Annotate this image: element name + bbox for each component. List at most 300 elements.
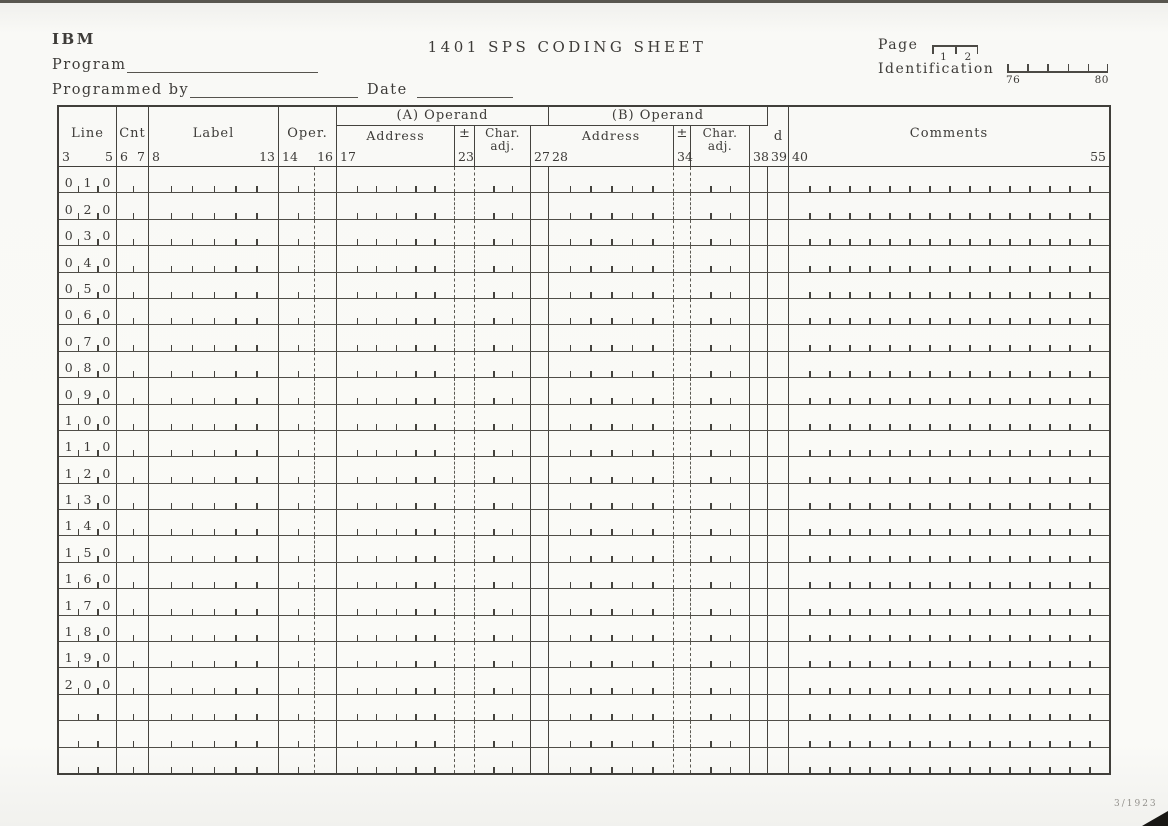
char-position-tick [97, 503, 99, 509]
a-char-adj-cell [475, 748, 531, 773]
char-position-tick [611, 529, 613, 535]
char-position-tick [869, 661, 871, 667]
char-position-tick [214, 503, 216, 509]
char-position-tick [652, 345, 654, 351]
char-position-tick [192, 213, 194, 219]
char-position-tick [1069, 714, 1071, 720]
char-position-tick [570, 582, 572, 588]
count-cell [117, 299, 149, 324]
b-char-adj-cell [691, 748, 750, 773]
char-position-tick [730, 741, 732, 747]
a-char-adj-cell [475, 510, 531, 535]
a-char-adj-cell [475, 721, 531, 746]
char-position-tick [1009, 714, 1011, 720]
b-sign-cell [674, 563, 691, 588]
rule-tick [1027, 64, 1029, 71]
char-position-tick [989, 318, 991, 324]
char-position-tick [949, 503, 951, 509]
char-position-tick [357, 609, 359, 615]
char-position-tick [829, 582, 831, 588]
char-position-tick [869, 635, 871, 641]
char-position-tick [590, 292, 592, 298]
char-position-tick [1069, 477, 1071, 483]
char-position-tick [889, 318, 891, 324]
char-position-tick [949, 345, 951, 351]
a-col27-cell [531, 695, 549, 720]
char-position-tick [1029, 609, 1031, 615]
char-position-tick [730, 714, 732, 720]
char-position-tick [256, 714, 258, 720]
label-cell [149, 273, 279, 298]
char-position-tick [415, 292, 417, 298]
char-position-tick [909, 318, 911, 324]
line-number-digit: 0 [64, 360, 73, 376]
char-position-tick [570, 318, 572, 324]
char-position-tick [171, 688, 173, 694]
char-position-tick [909, 239, 911, 245]
operation-cell [279, 510, 337, 535]
a-sign-cell [455, 536, 475, 561]
char-position-tick [590, 609, 592, 615]
char-position-tick [570, 688, 572, 694]
char-position-tick [710, 477, 712, 483]
char-position-tick [632, 292, 634, 298]
char-position-tick [710, 688, 712, 694]
char-position-tick [849, 503, 851, 509]
char-position-tick [809, 661, 811, 667]
col-number: 38 [753, 149, 769, 164]
char-position-tick [97, 424, 99, 430]
col-number: 34 [677, 149, 693, 164]
col-number: 27 [534, 149, 550, 164]
char-position-tick [849, 688, 851, 694]
char-position-tick [78, 398, 80, 404]
char-position-tick [133, 582, 135, 588]
line-number-digit: 0 [102, 360, 111, 376]
char-position-tick [171, 556, 173, 562]
char-position-tick [949, 688, 951, 694]
char-position-tick [171, 503, 173, 509]
char-position-tick [298, 714, 300, 720]
char-position-tick [1089, 688, 1091, 694]
b-char-adj-cell [691, 510, 750, 535]
char-position-tick [1089, 556, 1091, 562]
char-position-tick [730, 186, 732, 192]
b-char-adj-cell [691, 484, 750, 509]
label-cell [149, 325, 279, 350]
line-number-digit: 1 [64, 650, 73, 666]
char-position-tick [1029, 266, 1031, 272]
char-position-tick [357, 424, 359, 430]
identification-col-number: 76 [1006, 74, 1021, 86]
dashed-divider [314, 668, 315, 693]
char-position-tick [1089, 371, 1091, 377]
char-position-tick [730, 767, 732, 773]
char-position-tick [570, 371, 572, 377]
line-cell [59, 167, 117, 192]
char-position-tick [357, 714, 359, 720]
comments-cell [789, 642, 1109, 667]
char-position-tick [869, 609, 871, 615]
char-position-tick [235, 345, 237, 351]
char-position-tick [710, 186, 712, 192]
char-position-tick [989, 186, 991, 192]
col-number: 13 [259, 149, 275, 164]
char-position-tick [590, 239, 592, 245]
char-position-tick [1009, 398, 1011, 404]
char-position-tick [969, 186, 971, 192]
char-position-tick [357, 186, 359, 192]
char-position-tick [869, 582, 871, 588]
col-number: 14 [282, 149, 298, 164]
char-position-tick [256, 450, 258, 456]
char-position-tick [889, 477, 891, 483]
line-number-digit: 6 [83, 307, 92, 323]
a-sign-cell [455, 563, 475, 588]
char-position-tick [809, 266, 811, 272]
char-position-tick [570, 529, 572, 535]
char-position-tick [512, 398, 514, 404]
char-position-tick [652, 688, 654, 694]
operation-cell [279, 484, 337, 509]
rule-tick [1068, 64, 1070, 71]
char-position-tick [909, 767, 911, 773]
char-position-tick [493, 556, 495, 562]
line-number-digit: 4 [83, 518, 92, 534]
char-position-tick [78, 767, 80, 773]
char-position-tick [849, 213, 851, 219]
char-position-tick [989, 741, 991, 747]
char-position-tick [493, 582, 495, 588]
label-cell [149, 220, 279, 245]
char-position-tick [133, 450, 135, 456]
char-position-tick [214, 741, 216, 747]
date-field-line [417, 84, 513, 98]
char-position-tick [570, 239, 572, 245]
char-position-tick [1069, 292, 1071, 298]
dashed-divider [314, 721, 315, 746]
char-position-tick [235, 213, 237, 219]
comments-cell [789, 246, 1109, 271]
char-position-tick [909, 582, 911, 588]
char-position-tick [929, 345, 931, 351]
char-position-tick [611, 503, 613, 509]
line-cell [59, 589, 117, 614]
char-position-tick [1049, 582, 1051, 588]
char-position-tick [376, 345, 378, 351]
char-position-tick [730, 503, 732, 509]
char-position-tick [909, 741, 911, 747]
char-position-tick [989, 292, 991, 298]
page-number-boxes [932, 45, 978, 63]
char-position-tick [1069, 741, 1071, 747]
char-position-tick [133, 503, 135, 509]
char-position-tick [376, 556, 378, 562]
char-position-tick [192, 767, 194, 773]
b-address-cell [549, 220, 674, 245]
line-number-digit: 0 [64, 333, 73, 349]
char-position-tick [710, 292, 712, 298]
char-position-tick [192, 450, 194, 456]
char-position-tick [214, 556, 216, 562]
char-position-tick [97, 450, 99, 456]
b-char-adj-cell [691, 536, 750, 561]
b-col38-cell [750, 405, 768, 430]
char-position-tick [730, 345, 732, 351]
char-position-tick [434, 529, 436, 535]
count-cell [117, 246, 149, 271]
char-position-tick [1049, 503, 1051, 509]
d-cell [768, 616, 789, 641]
char-position-tick [78, 609, 80, 615]
char-position-tick [298, 398, 300, 404]
char-position-tick [809, 345, 811, 351]
b-address-cell [549, 193, 674, 218]
col-number: 17 [340, 149, 356, 164]
char-position-tick [1049, 477, 1051, 483]
char-position-tick [730, 292, 732, 298]
char-position-tick [869, 503, 871, 509]
operation-cell [279, 220, 337, 245]
char-position-tick [171, 213, 173, 219]
char-position-tick [1089, 635, 1091, 641]
char-position-tick [97, 741, 99, 747]
b-col38-cell [750, 299, 768, 324]
char-position-tick [133, 767, 135, 773]
b-sign-cell [674, 510, 691, 535]
a-address-header: Address 17 [337, 126, 455, 166]
char-position-tick [611, 609, 613, 615]
char-position-tick [909, 345, 911, 351]
char-position-tick [97, 239, 99, 245]
char-position-tick [632, 213, 634, 219]
a-sign-cell [455, 589, 475, 614]
a-char-adj-cell [475, 273, 531, 298]
b-char-adj-cell [691, 352, 750, 377]
char-position-tick [298, 239, 300, 245]
char-position-tick [493, 266, 495, 272]
char-position-tick [396, 239, 398, 245]
char-position-tick [171, 609, 173, 615]
a-char-adj-cell [475, 378, 531, 403]
char-position-tick [829, 266, 831, 272]
char-position-tick [171, 318, 173, 324]
char-position-tick [929, 477, 931, 483]
char-position-tick [434, 186, 436, 192]
dashed-divider [314, 642, 315, 667]
a-col27-cell [531, 748, 549, 773]
char-position-tick [889, 345, 891, 351]
page-label: Page [878, 37, 919, 53]
char-position-tick [809, 477, 811, 483]
char-position-tick [133, 556, 135, 562]
label-cell [149, 299, 279, 324]
operation-cell [279, 668, 337, 693]
line-number-digit: 0 [102, 307, 111, 323]
char-position-tick [889, 239, 891, 245]
b-sign-header [674, 126, 691, 166]
char-position-tick [214, 318, 216, 324]
char-position-tick [97, 371, 99, 377]
char-position-tick [1029, 582, 1031, 588]
char-position-tick [809, 213, 811, 219]
rule-tick [932, 46, 934, 54]
b-char-adj-cell [691, 431, 750, 456]
operation-cell [279, 325, 337, 350]
char-position-tick [710, 398, 712, 404]
sheet-header [59, 107, 1109, 167]
char-position-tick [989, 529, 991, 535]
char-position-tick [1029, 318, 1031, 324]
b-operand-group-label: (B) Operand [549, 107, 768, 126]
char-position-tick [214, 424, 216, 430]
char-position-tick [493, 503, 495, 509]
a-col27-cell [531, 536, 549, 561]
char-position-tick [1029, 186, 1031, 192]
char-position-tick [415, 477, 417, 483]
char-position-tick [1069, 424, 1071, 430]
char-position-tick [376, 318, 378, 324]
char-position-tick [829, 529, 831, 535]
char-position-tick [632, 714, 634, 720]
char-position-tick [171, 477, 173, 483]
operation-cell [279, 352, 337, 377]
a-col27-cell [531, 510, 549, 535]
char-position-tick [376, 239, 378, 245]
char-position-tick [849, 714, 851, 720]
char-position-tick [235, 556, 237, 562]
col-number: 7 [137, 149, 145, 164]
comments-cell [789, 563, 1109, 588]
d-cell [768, 457, 789, 482]
line-number-digit: 0 [102, 624, 111, 640]
char-position-tick [415, 450, 417, 456]
char-position-tick [298, 213, 300, 219]
char-position-tick [632, 741, 634, 747]
char-position-tick [434, 239, 436, 245]
sheet-row [59, 273, 1109, 299]
b-char-adj-cell [691, 642, 750, 667]
count-cell [117, 536, 149, 561]
char-position-tick [512, 556, 514, 562]
char-position-tick [632, 503, 634, 509]
comments-cell [789, 589, 1109, 614]
char-position-tick [1009, 239, 1011, 245]
char-position-tick [78, 714, 80, 720]
char-position-tick [652, 213, 654, 219]
a-sign-cell [455, 484, 475, 509]
d-cell [768, 695, 789, 720]
sheet-row [59, 695, 1109, 721]
d-cell [768, 748, 789, 773]
char-position-tick [989, 213, 991, 219]
char-position-tick [235, 186, 237, 192]
char-position-tick [710, 213, 712, 219]
dashed-divider [314, 457, 315, 482]
a-address-cell [337, 484, 455, 509]
char-position-tick [434, 345, 436, 351]
char-position-tick [434, 714, 436, 720]
char-position-tick [214, 450, 216, 456]
count-cell [117, 510, 149, 535]
char-position-tick [235, 741, 237, 747]
line-number-digit: 6 [83, 571, 92, 587]
plus-minus-icon: ± [459, 126, 470, 141]
char-position-tick [809, 529, 811, 535]
b-address-cell [549, 748, 674, 773]
char-position-tick [214, 292, 216, 298]
char-position-tick [298, 661, 300, 667]
char-position-tick [1029, 556, 1031, 562]
col-number: 55 [1090, 149, 1106, 164]
char-position-tick [1029, 292, 1031, 298]
char-position-tick [376, 186, 378, 192]
char-position-tick [1069, 582, 1071, 588]
char-position-tick [889, 213, 891, 219]
char-position-tick [869, 741, 871, 747]
char-position-tick [570, 266, 572, 272]
char-position-tick [214, 529, 216, 535]
operation-cell [279, 457, 337, 482]
char-position-tick [1049, 213, 1051, 219]
char-position-tick [1009, 292, 1011, 298]
char-position-tick [1089, 239, 1091, 245]
d-cell [768, 642, 789, 667]
operation-cell [279, 721, 337, 746]
rule-tick [977, 46, 979, 54]
char-position-tick [298, 635, 300, 641]
char-position-tick [512, 292, 514, 298]
char-position-tick [493, 371, 495, 377]
char-position-tick [235, 450, 237, 456]
char-position-tick [590, 318, 592, 324]
char-position-tick [396, 556, 398, 562]
line-cell [59, 748, 117, 773]
b-address-cell [549, 721, 674, 746]
char-position-tick [989, 477, 991, 483]
b-operand-group-header [549, 107, 768, 166]
char-position-tick [133, 371, 135, 377]
char-position-tick [1029, 714, 1031, 720]
char-position-tick [434, 767, 436, 773]
char-position-tick [298, 345, 300, 351]
b-address-cell [549, 616, 674, 641]
char-position-tick [869, 292, 871, 298]
b-sign-cell [674, 378, 691, 403]
char-position-tick [849, 477, 851, 483]
count-cell [117, 325, 149, 350]
char-position-tick [929, 556, 931, 562]
label-cell [149, 721, 279, 746]
line-number-digit: 4 [83, 254, 92, 270]
char-position-tick [570, 556, 572, 562]
comments-cell [789, 220, 1109, 245]
char-position-tick [415, 529, 417, 535]
char-position-tick [1089, 503, 1091, 509]
b-col38-cell [750, 193, 768, 218]
comments-cell [789, 352, 1109, 377]
char-position-tick [256, 345, 258, 351]
b-address-cell [549, 273, 674, 298]
char-position-tick [949, 371, 951, 377]
char-position-tick [376, 450, 378, 456]
char-position-tick [611, 661, 613, 667]
line-number-digit: 9 [83, 650, 92, 666]
sheet-row [59, 642, 1109, 668]
char-position-tick [570, 424, 572, 430]
char-position-tick [1029, 398, 1031, 404]
char-position-tick [298, 529, 300, 535]
